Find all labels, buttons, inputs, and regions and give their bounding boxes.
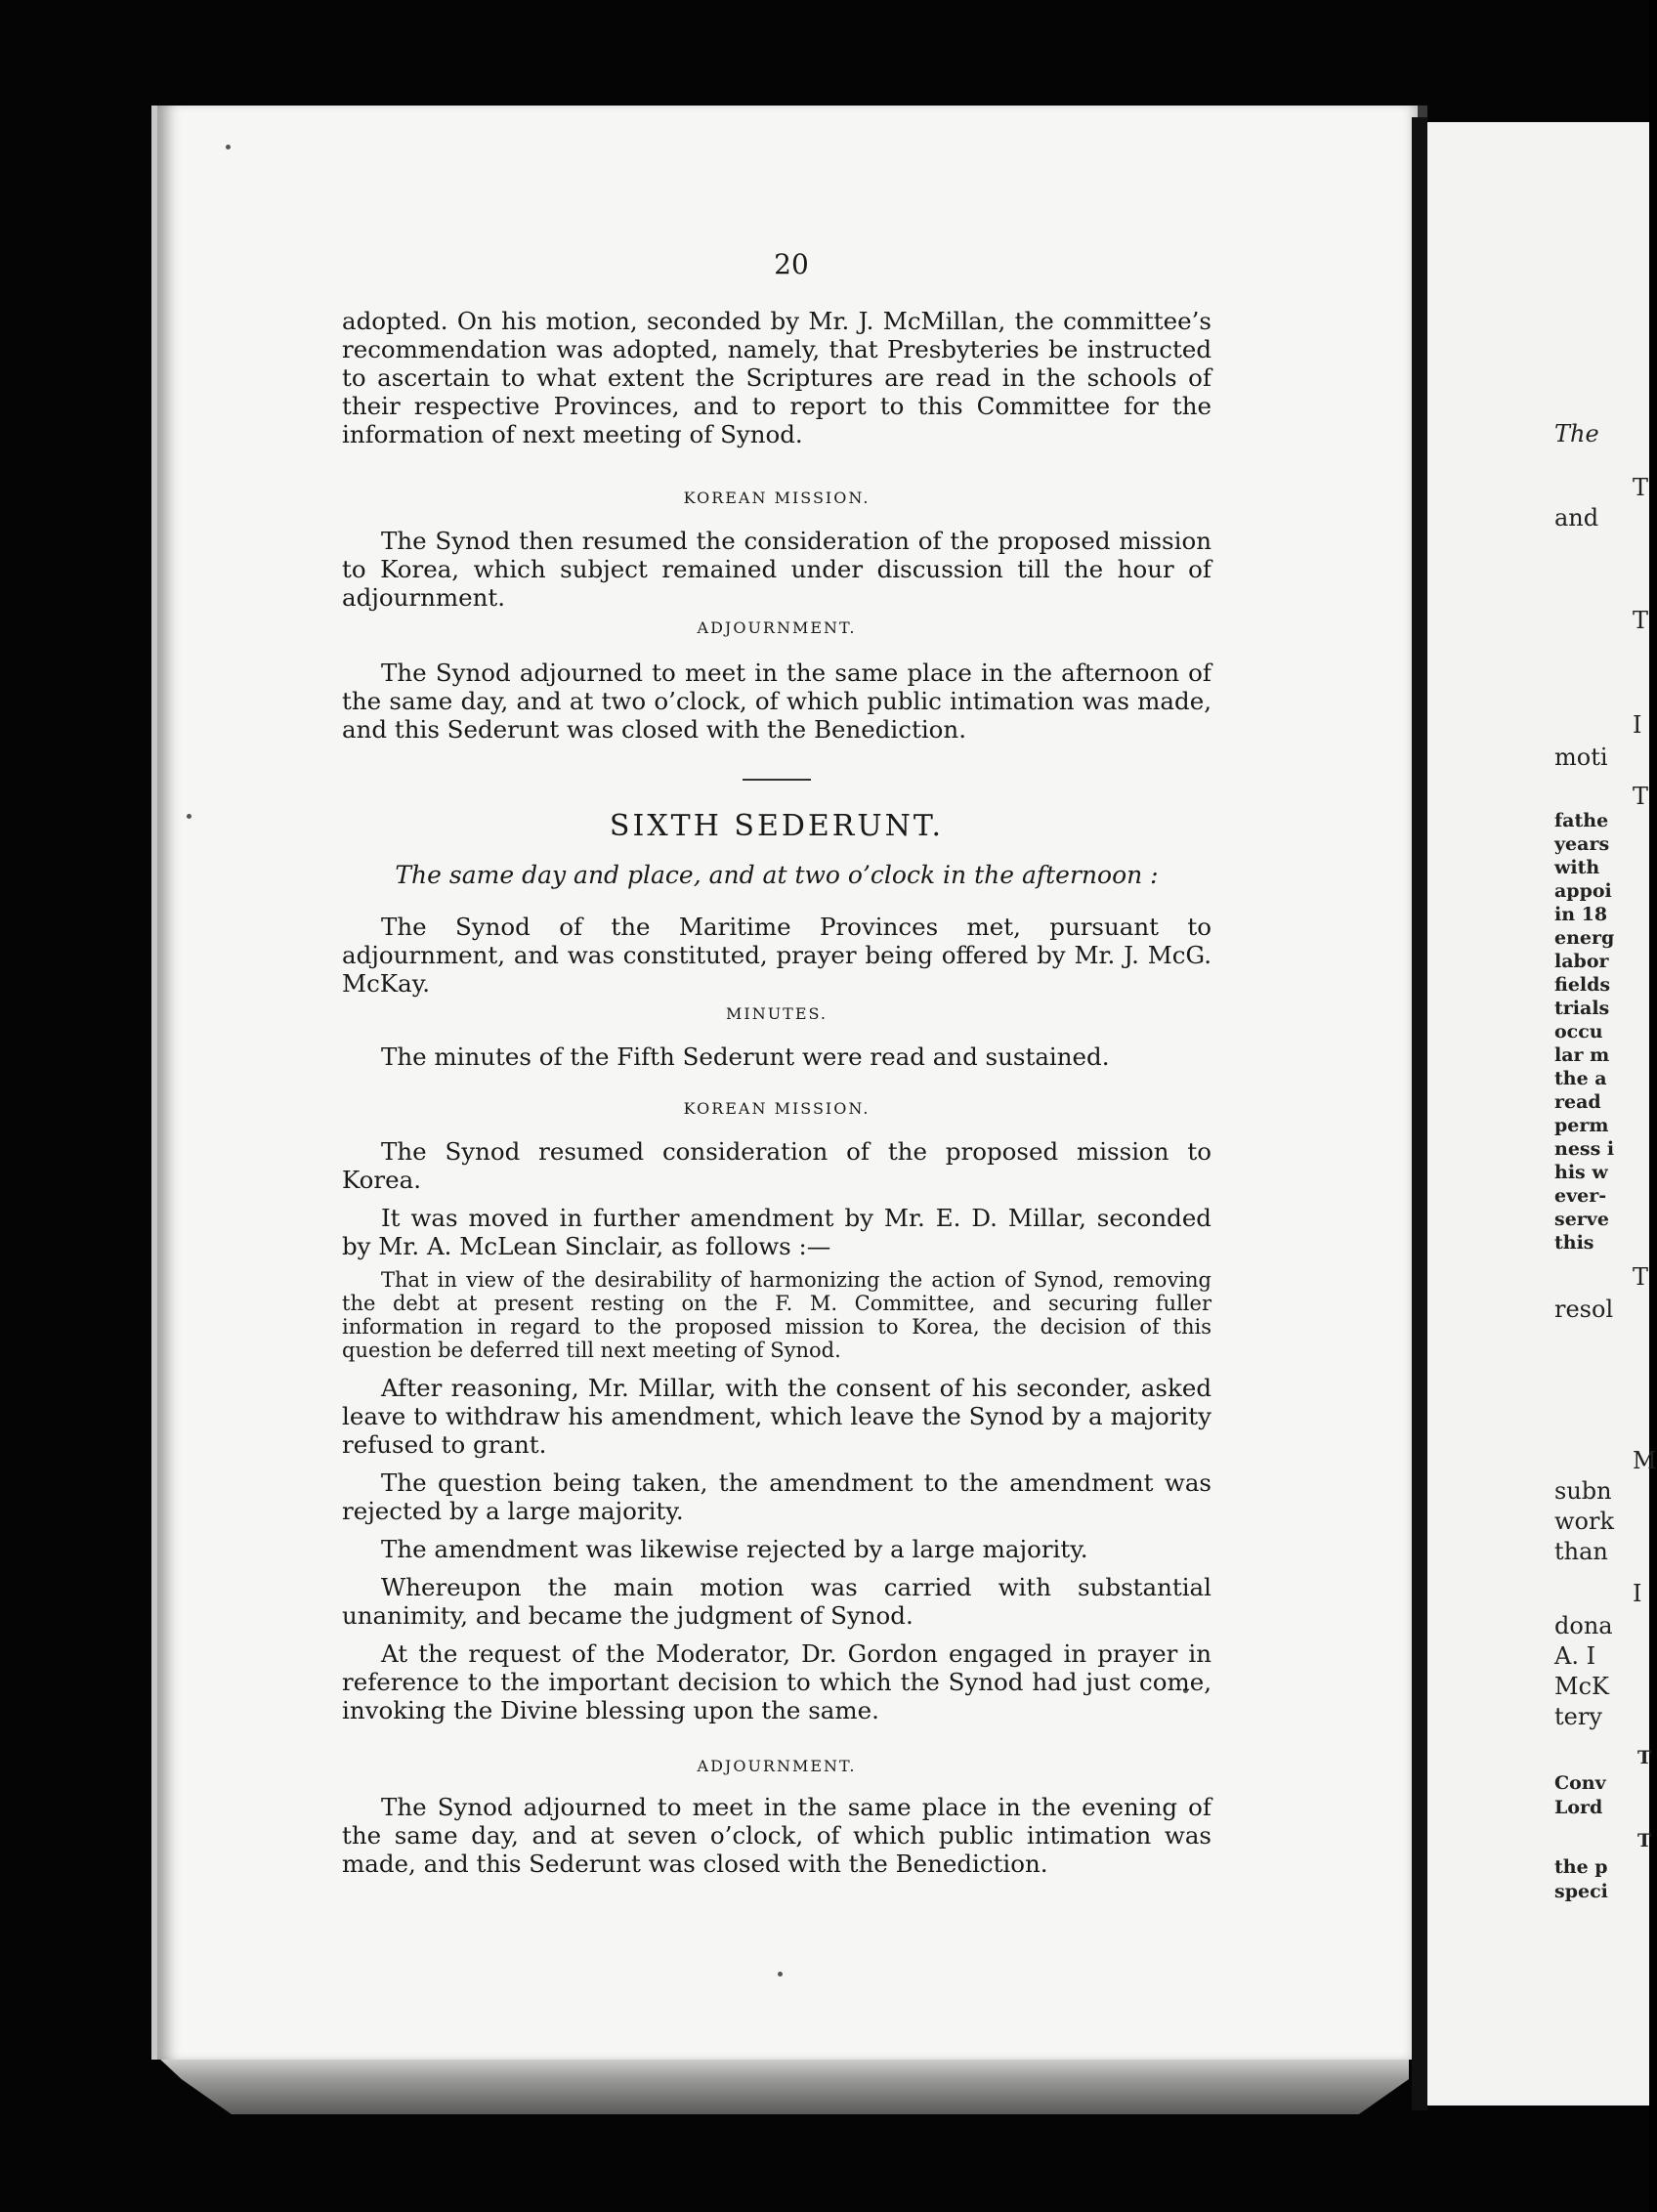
paragraph-resumed: The Synod resumed consideration of the proposed mission to Korea. (342, 1137, 1211, 1194)
scan-speck (226, 145, 231, 149)
section-minutes (342, 1004, 1211, 1071)
paragraph-likewise-rejected: The amendment was likewise rejected by a large majority. (381, 1535, 1088, 1563)
right-page-text: McK (1554, 1673, 1609, 1700)
right-page-text: perm (1554, 1115, 1609, 1136)
right-page-text: Lord (1554, 1797, 1603, 1818)
right-page-text: ness i (1554, 1138, 1615, 1160)
section-divider (743, 779, 811, 781)
right-page-text: the a (1554, 1068, 1607, 1089)
heading-korean-mission: KOREAN MISSION. (683, 1099, 871, 1118)
right-page-text: lar m (1554, 1044, 1610, 1066)
section-korean-mission-2 (342, 1099, 1211, 1724)
right-page-text: energ (1554, 927, 1615, 949)
right-page-text: subn (1554, 1477, 1612, 1505)
right-page-fragment (1427, 122, 1657, 2106)
paragraph-adjournment: The Synod adjourned to meet in the same place in the evening of the same day, and at seven o’clock, of which public intimation was made, and this Sederunt was closed with the Benediction. (342, 1793, 1211, 1878)
paragraph-adopted: adopted. On his motion, seconded by Mr. J. McMillan, the committee’s recommendation was adopted, namely, that Presbyteries be instructed to ascertain to what extent the Scriptures are read in the schools of their respective Provinces, and to report to this Committee for the information of next meeting of Synod. (342, 307, 1211, 448)
right-page-text: read (1554, 1091, 1601, 1113)
heading-adjournment: ADJOURNMENT. (697, 618, 857, 637)
section-adjournment-1 (342, 618, 1211, 744)
right-page-text: and (1554, 504, 1599, 532)
right-page-text: T (1637, 1747, 1652, 1768)
paragraph-reasoning: After reasoning, Mr. Millar, with the consent of his seconder, asked leave to withdraw his amendment, which leave the Synod by a majority refused to grant. (342, 1374, 1211, 1459)
right-page-text: the p (1554, 1856, 1608, 1878)
paragraph-prayer: At the request of the Moderator, Dr. Gordon engaged in prayer in reference to the important decision to which the Synod had just come, invoking the Divine blessing upon the same. (342, 1639, 1211, 1724)
paragraph-korean-mission: The Synod then resumed the consideration of the proposed mission to Korea, which subject remained under discussion till the hour of adjournment. (342, 527, 1211, 612)
right-page-text: labor (1554, 951, 1609, 972)
page-bottom-edge (156, 2056, 1409, 2114)
right-page-text: dona (1554, 1612, 1613, 1639)
right-page-text: fathe (1554, 810, 1609, 831)
right-page-text: appoi (1554, 880, 1612, 902)
heading-minutes: MINUTES. (725, 1004, 828, 1023)
section-scripture-in-schools (342, 307, 1211, 448)
section-korean-mission-1 (342, 489, 1211, 612)
right-page-text: serve (1554, 1209, 1609, 1230)
scan-speck (187, 814, 191, 819)
heading-adjournment: ADJOURNMENT. (697, 1757, 857, 1775)
heading-korean-mission: KOREAN MISSION. (683, 489, 871, 507)
right-page-text: A. I (1554, 1642, 1596, 1670)
right-page-text: T (1633, 1263, 1649, 1291)
section-sixth-sederunt (342, 809, 1211, 998)
heading-sixth-sederunt: SIXTH SEDERUNT. (609, 809, 945, 843)
right-page-text: T (1637, 1830, 1652, 1851)
right-page-text: fields (1554, 974, 1611, 996)
right-page-text: I (1633, 1580, 1642, 1607)
right-page-text: his w (1554, 1162, 1608, 1183)
right-page-text: this (1554, 1232, 1594, 1254)
right-page-text: occu (1554, 1021, 1603, 1042)
book-gutter (1412, 117, 1427, 2110)
scan-speck (778, 1972, 783, 1977)
right-page-text: moti (1554, 744, 1608, 771)
paragraph-main-motion: Whereupon the main motion was carried with substantial unanimity, and became the judgment of Synod. (342, 1573, 1211, 1630)
page-number: 20 (774, 248, 809, 280)
right-page-text: T (1633, 607, 1649, 634)
right-page-text: than (1554, 1538, 1608, 1565)
subheading-time-place: The same day and place, and at two o’clock in the afternoon : (395, 861, 1159, 889)
right-page-text: years (1554, 833, 1610, 855)
right-page-text: M (1633, 1447, 1657, 1474)
right-page-text: in 18 (1554, 904, 1608, 925)
right-page-text: resol (1554, 1296, 1614, 1323)
right-page-text: I (1633, 711, 1642, 739)
right-page-text: The (1554, 420, 1599, 447)
right-page-text: speci (1554, 1881, 1608, 1902)
right-page-text: T (1633, 474, 1649, 501)
paragraph-moved-amendment: It was moved in further amendment by Mr. E. D. Millar, seconded by Mr. A. McLean Sinclair, as follows :— (342, 1204, 1211, 1260)
quoted-amendment: That in view of the desirability of harmonizing the action of Synod, removing the debt at present resting on the F. M. Committee, and securing fuller information in regard to the proposed mission to Korea, the decision of this question be deferred till next meeting of Synod. (342, 1268, 1211, 1362)
right-page-text: work (1554, 1508, 1615, 1535)
section-adjournment-2 (342, 1757, 1211, 1878)
right-page-text: Conv (1554, 1772, 1606, 1794)
right-page-text: T (1633, 783, 1649, 810)
paragraph-synod-met: The Synod of the Maritime Provinces met, pursuant to adjournment, and was constituted, prayer being offered by Mr. J. McG. McKay. (342, 913, 1211, 998)
right-page-text: ever- (1554, 1185, 1607, 1207)
right-page-text: tery (1554, 1703, 1602, 1730)
right-page-text: trials (1554, 998, 1610, 1019)
paragraph-minutes: The minutes of the Fifth Sederunt were read and sustained. (381, 1042, 1110, 1071)
paragraph-adjournment: The Synod adjourned to meet in the same place in the afternoon of the same day, and at two o’clock, of which public intimation was made, and this Sederunt was closed with the Benediction. (342, 659, 1211, 744)
right-page-text: with (1554, 857, 1600, 878)
paragraph-question-taken: The question being taken, the amendment to the amendment was rejected by a large majority. (342, 1468, 1211, 1525)
